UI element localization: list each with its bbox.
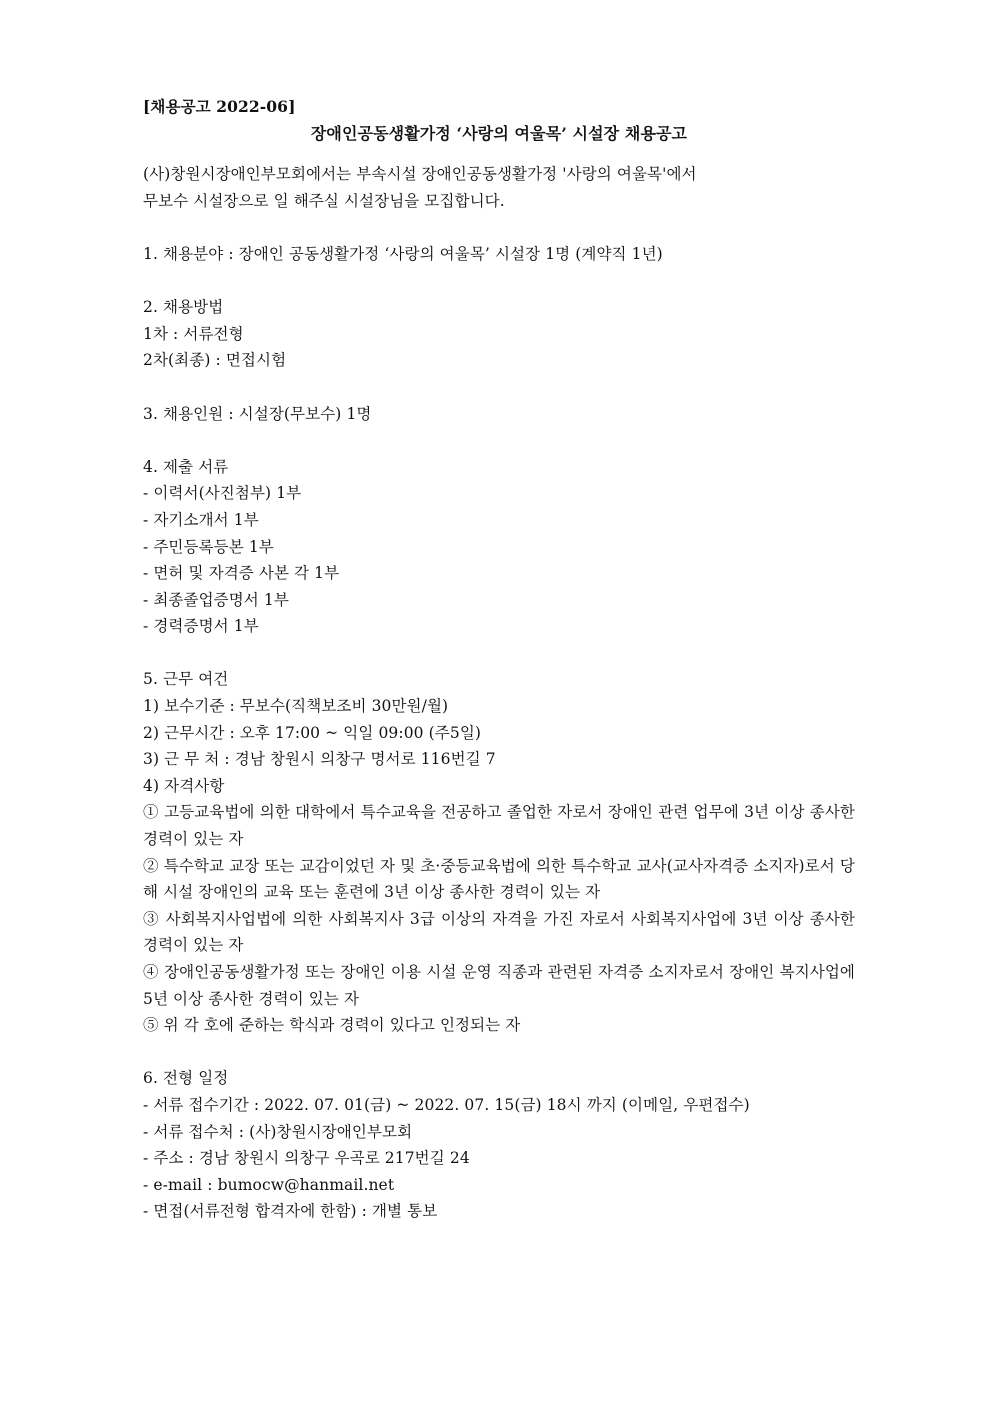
list-item: - 면접(서류전형 합격자에 한함) : 개별 통보 [143,1202,438,1221]
qualification-item: ④ 장애인공동생활가정 또는 장애인 이용 시설 운영 직종과 관련된 자격증 소지자로서 장애인 복지사업에 5년 이상 종사한 경력이 있는 자 [143,963,855,1008]
list-item: - 최종졸업증명서 1부 [143,590,289,609]
recruitment-notice [143,94,855,1225]
qualification-item: ② 특수학교 교장 또는 교감이었던 자 및 초·중등교육법에 의한 특수학교 교사(교사자격증 소지자)로서 당해 시설 장애인의 교육 또는 훈련에 3년 이상 종사한 경력이 있는 자 [143,856,855,902]
intro-line: 무보수 시설장으로 일 해주실 시설장님을 모집합니다. [143,191,505,210]
list-item: 4) 자격사항 [143,776,225,795]
list-item: - 주민등록등본 1부 [143,537,274,556]
section-headcount: 3. 채용인원 : 시설장(무보수) 1명 [143,404,372,423]
list-item: 1차 : 서류전형 [143,324,244,343]
intro-line: (사)창원시장애인부모회에서는 부속시설 장애인공동생활가정 '사랑의 여울목'에서 [143,165,697,184]
list-item: 2차(최종) : 면접시험 [143,351,287,370]
qualification-item: ① 고등교육법에 의한 대학에서 특수교육을 전공하고 졸업한 자로서 장애인 관련 업무에 3년 이상 종사한 경력이 있는 자 [143,803,855,849]
list-item: 1) 보수기준 : 무보수(직책보조비 30만원/월) [143,697,449,716]
section-heading: 2. 채용방법 [143,298,224,317]
list-item: - 이력서(사진첨부) 1부 [143,484,302,503]
list-item: - 서류 접수기간 : 2022. 07. 01(금) ~ 2022. 07. 15(금) 18시 까지 (이메일, 우편접수) [143,1095,750,1114]
list-item: - 서류 접수처 : (사)창원시장애인부모회 [143,1122,413,1141]
list-item: - 면허 및 자격증 사본 각 1부 [143,564,340,583]
notice-title: 장애인공동생활가정 ‘사랑의 여울목’ 시설장 채용공고 [310,123,688,143]
section-heading: 4. 제출 서류 [143,457,229,476]
contact-email: - e-mail : bumocw@hanmail.net [143,1175,395,1194]
list-item: - 주소 : 경남 창원시 의창구 우곡로 217번길 24 [143,1149,470,1168]
section-heading: 5. 근무 여건 [143,670,229,689]
list-item: - 경력증명서 1부 [143,617,259,636]
section-heading: 6. 전형 일정 [143,1069,229,1088]
list-item: - 자기소개서 1부 [143,510,259,529]
qualification-item: ③ 사회복지사업법에 의한 사회복지사 3급 이상의 자격을 가진 자로서 사회복지사업에 3년 이상 종사한 경력이 있는 자 [143,909,855,955]
list-item: 2) 근무시간 : 오후 17:00 ~ 익일 09:00 (주5일) [143,723,482,742]
list-item: 3) 근 무 처 : 경남 창원시 의창구 명서로 116번길 7 [143,750,496,769]
qualification-item: ⑤ 위 각 호에 준하는 학식과 경력이 있다고 인정되는 자 [143,1016,521,1035]
notice-code: [채용공고 2022-06] [143,97,296,116]
section-recruit-field: 1. 채용분야 : 장애인 공동생활가정 ‘사랑의 여울목’ 시설장 1명 (계약직 1년) [143,244,663,263]
